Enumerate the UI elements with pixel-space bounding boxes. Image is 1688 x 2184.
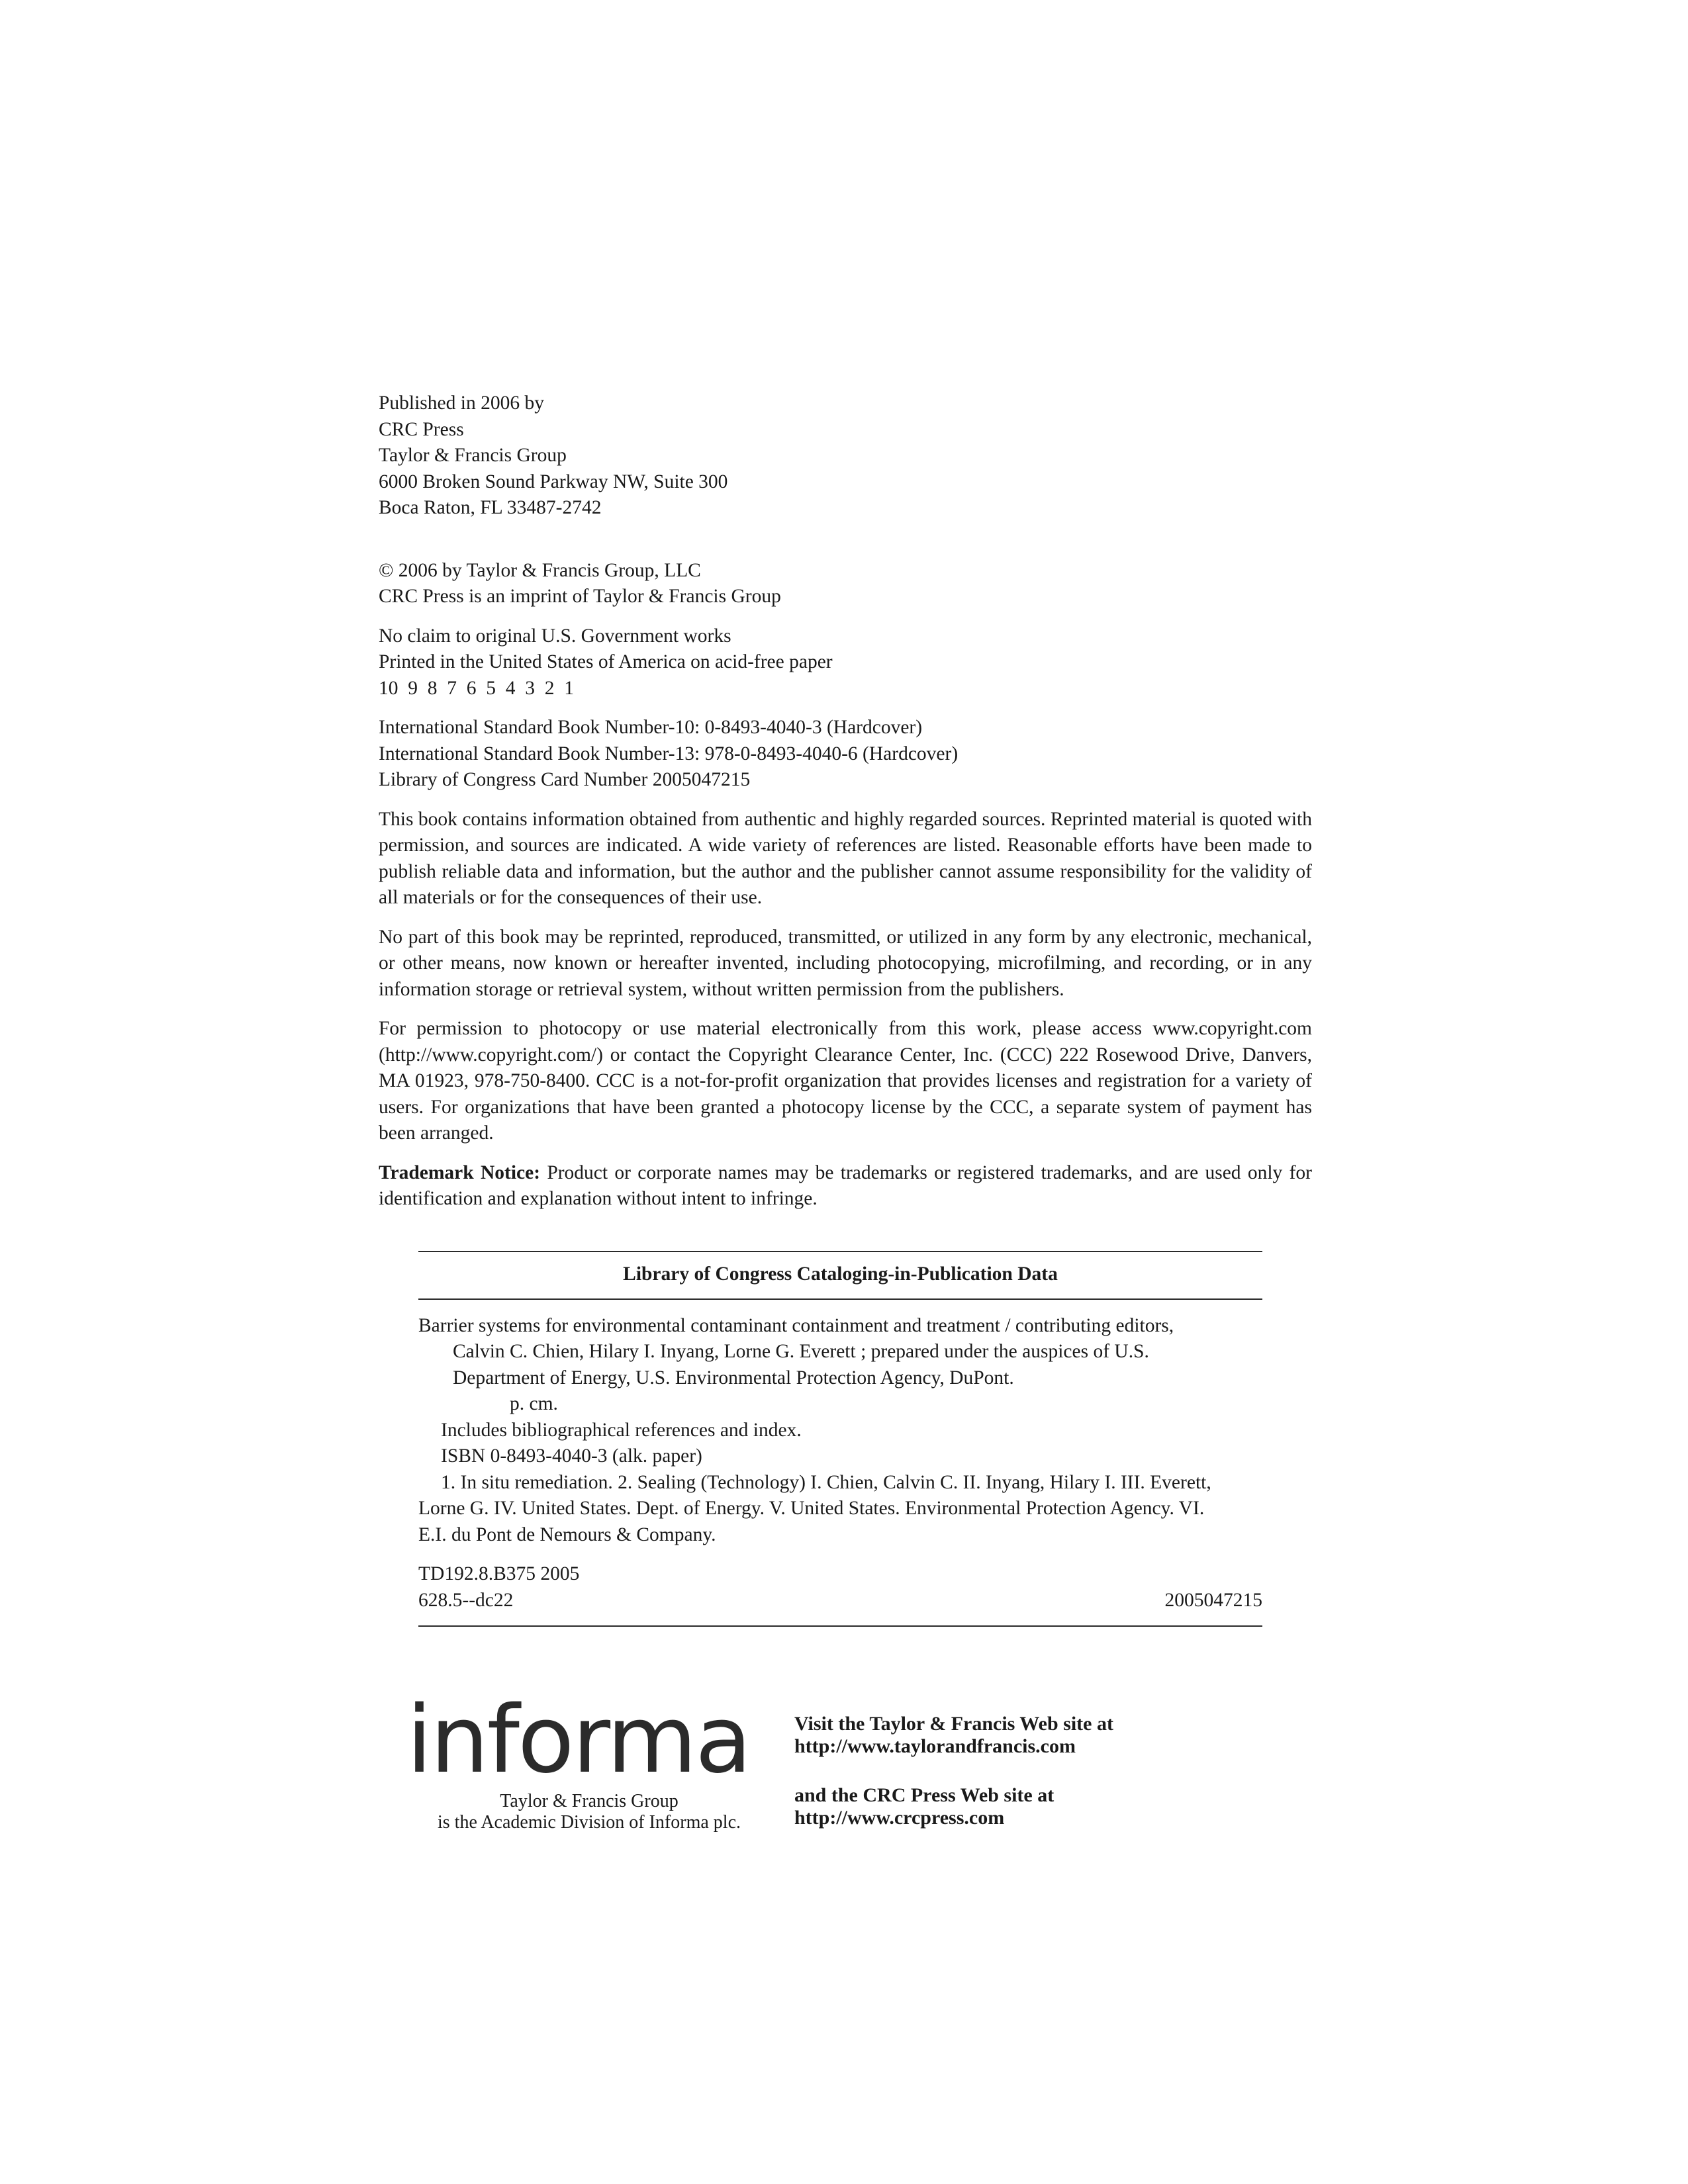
cip-line: Department of Energy, U.S. Environmental Protection Agency, DuPont. <box>453 1367 1014 1388</box>
trademark-paragraph <box>379 1160 1312 1212</box>
cip-line: Calvin C. Chien, Hilary I. Inyang, Lorne G. Everett ; prepared under the auspices of U.S. <box>453 1341 1149 1362</box>
copyright-block <box>379 558 1312 610</box>
isbn-line: International Standard Book Number-13: 978-0-8493-4040-6 (Hardcover) <box>379 743 959 764</box>
logo-subtitle: is the Academic Division of Informa plc. <box>438 1812 741 1833</box>
call-number: TD192.8.B375 2005 <box>418 1563 580 1584</box>
publisher-line: Boca Raton, FL 33487-2742 <box>379 497 602 518</box>
cip-title: Library of Congress Cataloging-in-Publication Data <box>623 1263 1058 1285</box>
web-line: and the CRC Press Web site at <box>794 1784 1055 1806</box>
print-block <box>379 623 1312 702</box>
printing-number-line: 10 9 8 7 6 5 4 3 2 1 <box>379 677 574 699</box>
lccn-number: 2005047215 <box>1164 1589 1262 1611</box>
copyright-line: © 2006 by Taylor & Francis Group, LLC <box>379 559 701 581</box>
publisher-line: Taylor & Francis Group <box>379 445 567 466</box>
print-line: Printed in the United States of America on acid-free paper <box>379 651 833 672</box>
taylorandfrancis-url[interactable]: http://www.taylorandfrancis.com <box>794 1735 1076 1757</box>
print-line: No claim to original U.S. Government works <box>379 625 731 647</box>
call-number-block <box>418 1561 1262 1614</box>
trademark-text: Product or corporate names may be trademarks or registered trademarks, and are used only for identification and explanation without intent to infringe. <box>379 1161 1312 1209</box>
permission-paragraph: For permission to photocopy or use material electronically from this work, please access www.copyright.com (http://www.copyright.com/) or contact the Copyright Clearance Center, Inc. (CCC) 222 Rosewood Drive, Danvers, MA 01923, 978-750-8400. CCC is a not-for-profit organization that provides licenses and registration for a variety of users. For organizations that have been granted a photocopy license by the CCC, a separate system of payment has been arranged. <box>379 1018 1312 1144</box>
cip-line: p. cm. <box>510 1393 558 1414</box>
cataloging-data-box <box>418 1251 1262 1627</box>
publisher-line: Published in 2006 by <box>379 392 544 414</box>
web-site-block <box>794 1713 1297 1829</box>
publisher-block <box>379 390 1312 522</box>
logo-subtitle: Taylor & Francis Group <box>500 1791 679 1811</box>
reproduction-paragraph: No part of this book may be reprinted, reproduced, transmitted, or utilized in any form by any electronic, mechanical, or other means, now known or hereafter invented, including photocopying, microfilming, and recording, or in any information storage or retrieval system, without written permission from the publishers. <box>379 926 1312 1000</box>
crcpress-url[interactable]: http://www.crcpress.com <box>794 1807 1005 1829</box>
web-line: Visit the Taylor & Francis Web site at <box>794 1713 1113 1735</box>
lccn-line: Library of Congress Card Number 2005047215 <box>379 769 751 790</box>
cip-line: E.I. du Pont de Nemours & Company. <box>418 1524 716 1545</box>
trademark-label: Trademark Notice: <box>379 1161 541 1183</box>
publisher-line: 6000 Broken Sound Parkway NW, Suite 300 <box>379 471 728 492</box>
isbn-line: International Standard Book Number-10: 0-8493-4040-3 (Hardcover) <box>379 717 923 738</box>
cip-line: 1. In situ remediation. 2. Sealing (Technology) I. Chien, Calvin C. II. Inyang, Hilary I. III. Everett, <box>441 1471 1211 1493</box>
informa-logo <box>404 1686 774 1833</box>
bottom-rule <box>418 1625 1262 1627</box>
publisher-line: CRC Press <box>379 418 464 440</box>
cip-body <box>418 1300 1262 1614</box>
cip-line: Lorne G. IV. United States. Dept. of Energy. V. United States. Environmental Protection Agency. VI. <box>418 1498 1205 1519</box>
cip-line: ISBN 0-8493-4040-3 (alk. paper) <box>441 1445 702 1467</box>
isbn-block <box>379 715 1312 794</box>
main-text-column <box>379 390 1312 1226</box>
dewey-number: 628.5--dc22 <box>418 1589 514 1611</box>
cip-line: Barrier systems for environmental contaminant containment and treatment / contributing editors, <box>418 1314 1174 1336</box>
informa-logo-word: informa <box>406 1686 750 1794</box>
copyright-line: CRC Press is an imprint of Taylor & Francis Group <box>379 586 781 607</box>
cip-line: Includes bibliographical references and index. <box>441 1419 802 1441</box>
disclaimer-paragraph: This book contains information obtained from authentic and highly regarded sources. Reprinted material is quoted with permission, and sources are indicated. A wide variety of references are listed. Reasonable efforts have been made to publish reliable data and information, but the author and the publisher cannot assume responsibility for the validity of all materials or for the consequences of their use. <box>379 808 1312 908</box>
classification-row <box>418 1588 1262 1614</box>
